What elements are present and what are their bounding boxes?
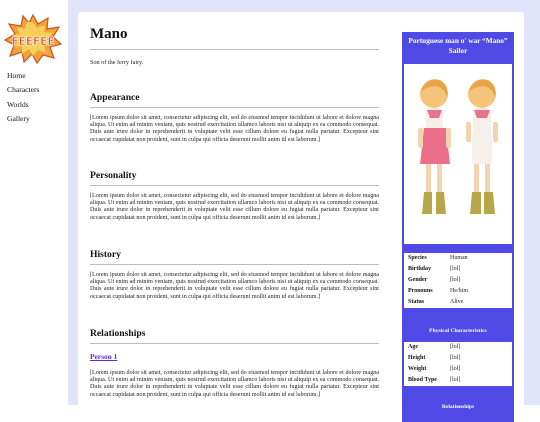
content-card xyxy=(78,12,524,412)
section-text-relationships: [Lorem ipsum dolor sit amet, consectetur adipiscing elit, sed do eiusmod tempor incididunt ut labore et dolore magna aliqua. Ut enim ad minim veniam, quis nostrud exercitation ullamco laboris nisi ut aliquip ex ea commodo consequat. Duis aute irure dolor in reprehenderit in voluptate velit esse cillum dolore eu fugiat nulla pariatur. Excepteur sint occaecat cupidatat non proident, sunt in culpa qui officia deserunt mollit anim id est laborum.] xyxy=(90,370,379,398)
profile-row-pronouns: Pronouns He/him xyxy=(408,288,468,294)
profile-row-species: Species Human xyxy=(408,255,468,261)
physical-row-weight: Weight [lol] xyxy=(408,366,461,372)
title-divider xyxy=(90,49,379,50)
section-text-personality: [Lorem ipsum dolor sit amet, consectetur adipiscing elit, sed do eiusmod tempor incididunt ut labore et dolore magna aliqua. Ut enim ad minim veniam, quis nostrud exercitation ullamco laboris nisi ut aliquip ex ea commodo consequat. Duis aute irure dolor in reprehenderit in voluptate velit esse cillum dolore eu fugiat nulla pariatur. Excepteur sint occaecat cupidatat non proident, sunt in culpa qui officia deserunt mollit anim id est laborum.] xyxy=(90,193,379,221)
section-text-appearance: [Lorem ipsum dolor sit amet, consectetur adipiscing elit, sed do eiusmod tempor incididunt ut labore et dolore magna aliqua. Ut enim ad minim veniam, quis nostrud exercitation ullamco laboris nisi ut aliquip ex ea commodo consequat. Duis aute irure dolor in reprehenderit in voluptate velit esse cillum dolore eu fugiat nulla pariatur. Excepteur sint occaecat cupidatat non proident, sunt in culpa qui officia deserunt mollit anim id est laborum.] xyxy=(90,115,379,143)
infobox-title: Portuguese man o' war “Mano” Sailor xyxy=(408,36,508,55)
character-illustration-icon xyxy=(404,64,512,244)
profile-row-birthday: Birthday [lol] xyxy=(408,266,461,272)
physical-table xyxy=(404,342,512,386)
section-heading-personality: Personality xyxy=(90,170,137,181)
section-divider xyxy=(90,264,379,265)
section-text-history: [Lorem ipsum dolor sit amet, consectetur adipiscing elit, sed do eiusmod tempor incididunt ut labore et dolore magna aliqua. Ut enim ad minim veniam, quis nostrud exercitation ullamco laboris nisi ut aliquip ex ea commodo consequat. Duis aute irure dolor in reprehenderit in voluptate velit esse cillum dolore eu fugiat nulla pariatur. Excepteur sint occaecat cupidatat non proident, sunt in culpa qui officia deserunt mollit anim id est laborum.] xyxy=(90,272,379,300)
page-lead: Son of the ferry fairy. xyxy=(90,59,144,66)
infobox-section-relationships: Relationships xyxy=(441,404,475,410)
sidebar xyxy=(0,0,68,405)
site-logo[interactable] xyxy=(4,14,62,64)
section-divider xyxy=(90,185,379,186)
section-divider xyxy=(90,343,379,344)
physical-row-blood-type: Blood Type [lol] xyxy=(408,377,461,383)
section-divider xyxy=(90,107,379,108)
relationship-link-person-1[interactable]: Person 1 xyxy=(90,352,118,361)
character-image xyxy=(404,64,512,244)
logo-burst-icon xyxy=(4,14,62,64)
nav-item-home[interactable]: Home xyxy=(7,71,26,80)
nav-item-gallery[interactable]: Gallery xyxy=(7,113,30,123)
section-heading-relationships: Relationships xyxy=(90,328,146,339)
infobox-section-physical: Physical Characteristics xyxy=(429,328,487,334)
page-title: Mano xyxy=(90,26,128,42)
profile-row-gender: Gender [lol] xyxy=(408,277,461,283)
profile-table xyxy=(404,253,512,308)
main-nav xyxy=(7,69,39,126)
infobox-section-profile: Profile xyxy=(449,239,467,245)
physical-row-age: Age [lol] xyxy=(408,344,461,350)
physical-row-height: Height [lol] xyxy=(408,355,461,361)
nav-item-characters[interactable]: Characters xyxy=(7,85,40,95)
section-heading-appearance: Appearance xyxy=(90,92,140,103)
svg-text:FEEFEE: FEEFEE xyxy=(11,36,55,48)
character-infobox xyxy=(402,32,514,422)
profile-row-status: Status Alive xyxy=(408,299,464,305)
section-heading-history: History xyxy=(90,249,121,260)
nav-item-worlds[interactable]: Worlds xyxy=(7,99,29,109)
